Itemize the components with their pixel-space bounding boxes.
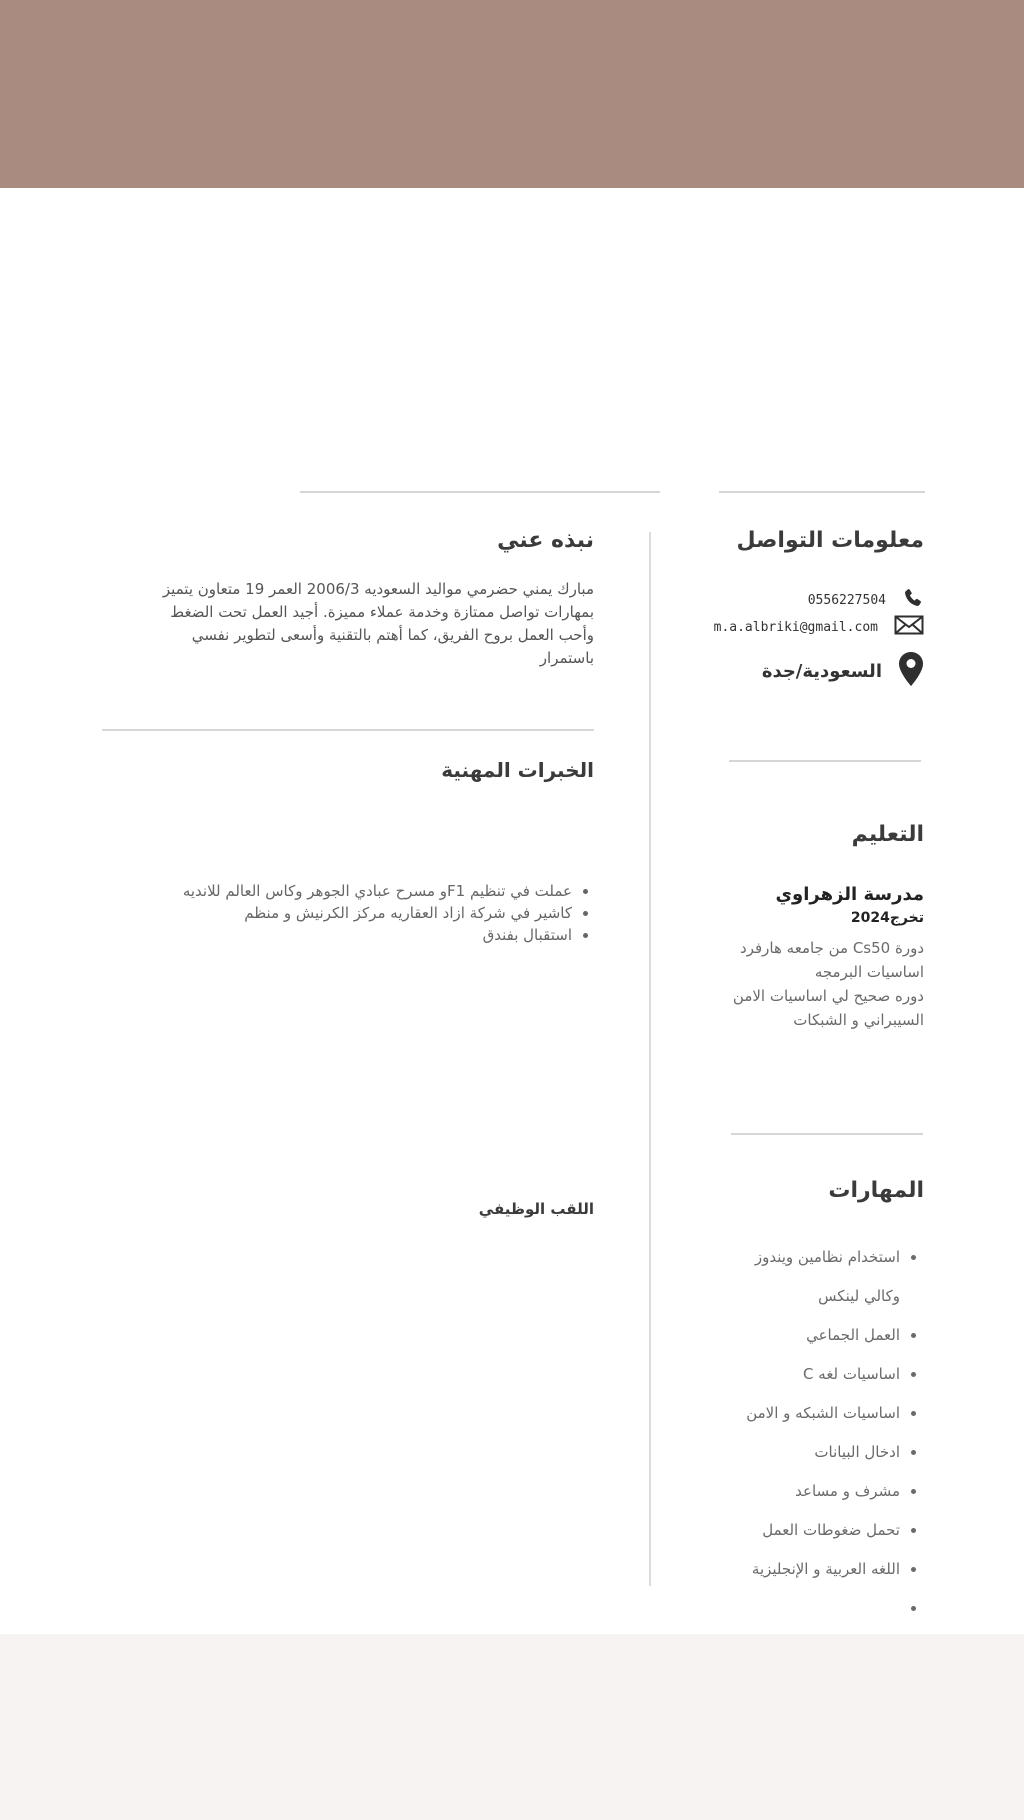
- skill-item: • استخدام نظامين ويندوز: [640, 1238, 900, 1277]
- skill-item-continued: وكالي لينكس: [818, 1287, 900, 1305]
- skills-heading: المهارات: [828, 1178, 924, 1203]
- about-line: مبارك يمني حضرمي مواليد السعوديه 2006/3 العمر 19 متعاون يتميز: [162, 580, 594, 598]
- about-heading: نبذه عني: [497, 528, 594, 553]
- skill-item: • اللغه العربية و الإنجليزية: [640, 1550, 900, 1589]
- mail-icon: [894, 615, 924, 639]
- job-title-label: اللقب الوظيفي: [478, 1200, 594, 1218]
- location-text: السعودية/جدة: [761, 660, 882, 682]
- divider-top-right: [719, 491, 925, 493]
- divider-contact: [729, 760, 921, 762]
- phone-icon: [902, 586, 924, 614]
- education-heading: التعليم: [851, 822, 924, 847]
- experience-item: • عملت في تنظيم F1و مسرح عبادي الجوهر وكاس العالم للانديه: [72, 880, 572, 902]
- experience-heading: الخبرات المهنية: [441, 758, 594, 782]
- experience-item: • استقبال بفندق: [72, 924, 572, 946]
- course-line: دورة Cs50 من جامعه هارفرد: [740, 939, 924, 957]
- skill-item: • اساسيات لغه C: [640, 1355, 900, 1394]
- contact-location-row: [762, 651, 924, 691]
- skills-list: [640, 1238, 924, 1628]
- about-line: باستمرار: [539, 649, 594, 667]
- skill-item: • مشرف و مساعد: [640, 1472, 900, 1511]
- location-pin-icon: [898, 651, 924, 691]
- header-band: [0, 0, 1024, 188]
- course-line: السيبراني و الشبكات: [793, 1011, 924, 1029]
- skill-item-empty: [640, 1589, 900, 1628]
- school-name: مدرسة الزهراوي: [775, 884, 924, 905]
- divider-education: [731, 1133, 923, 1135]
- contact-heading: معلومات التواصل: [736, 528, 924, 553]
- skill-item: • ادخال البيانات: [640, 1433, 900, 1472]
- email-address[interactable]: m.a.albriki@gmail.com: [713, 619, 878, 635]
- skill-item: • اساسيات الشبكه و الامن: [640, 1394, 900, 1433]
- skill-item: • تحمل ضغوطات العمل: [640, 1511, 900, 1550]
- courses-list: [664, 936, 924, 1032]
- course-line: دوره صحيح لي اساسيات الامن: [732, 987, 924, 1005]
- phone-number[interactable]: 0556227504: [807, 592, 886, 608]
- about-text: [94, 578, 594, 670]
- footer-band: [0, 1634, 1024, 1820]
- contact-phone-row: [808, 586, 924, 614]
- experience-list: [72, 880, 594, 946]
- divider-top-left: [300, 491, 660, 493]
- contact-email-row: [714, 615, 924, 639]
- about-line: بمهارات تواصل ممتازة وخدمة عملاء مميزة. أجيد العمل تحت الضغط: [170, 603, 594, 621]
- course-line: اساسيات البرمجه: [814, 963, 924, 981]
- divider-about: [102, 729, 594, 731]
- experience-item: • كاشير في شركة ازاد العقاريه مركز الكرنيش و منظم: [72, 902, 572, 924]
- about-line: وأحب العمل بروح الفريق، كما أهتم بالتقنية وأسعى لتطوير نفسي: [191, 626, 594, 644]
- skill-item: • العمل الجماعي: [640, 1316, 900, 1355]
- graduation-year: تخرج2024: [850, 910, 924, 926]
